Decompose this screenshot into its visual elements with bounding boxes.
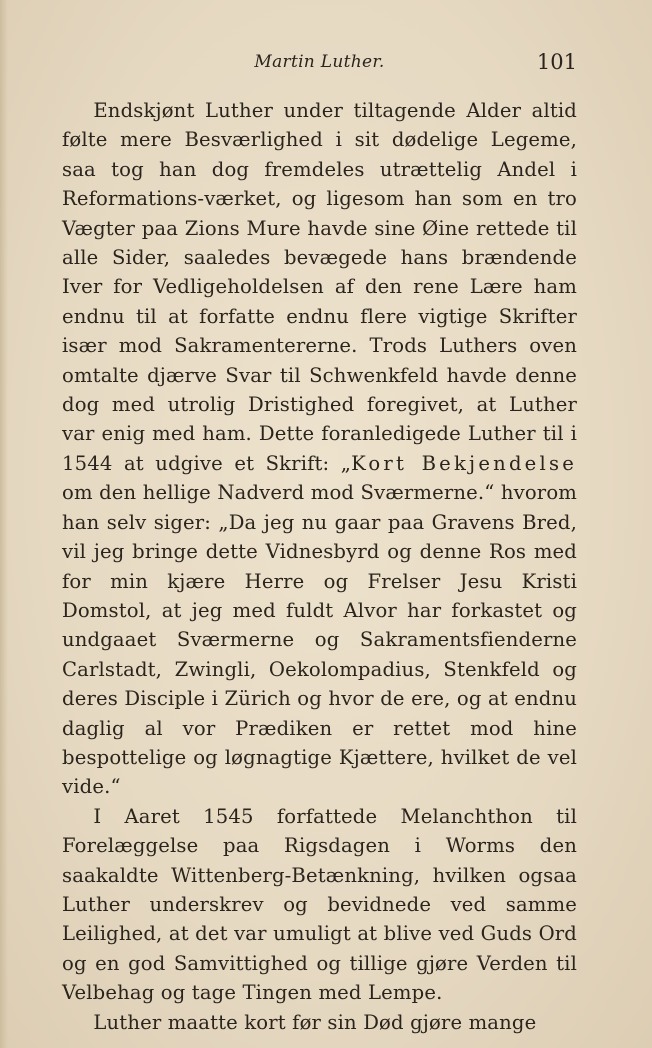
paragraph-1-part-a: Endskjønt Luther under tiltagende Alder altid følte mere Besværlighed i sit dødelige Legeme, saa tog han dog fremdeles utrættelig Andel i Reformations-værket, og ligesom han som en tro Vægter paa Zions Mure havde sine Øine rettede til alle Sider, saaledes bevægede hans brændende Iver for Vedligeholdelsen af den rene Lære ham endnu til at forfatte endnu flere vigtige Skrifter især mod Sakramentererne. Trods Luthers oven omtalte djærve Svar til Schwenkfeld havde denne dog med utrolig Dristighed foregivet, at Luther var enig med ham. Dette foranledigede Luther til i 1544 at udgive et Skrift: „ bbox=[62, 99, 577, 475]
body-text bbox=[62, 96, 577, 1037]
running-head: Martin Luther. bbox=[254, 52, 385, 72]
paragraph-1-part-b: om den hellige Nadverd mod Sværmerne.“ hvorom han selv siger: „Da jeg nu gaar paa Gravens Bred, vil jeg bringe dette Vidnesbyrd og denne Ros med for min kjære Herre og Frelser Jesu Kristi Domstol, at jeg med fuldt Alvor har forkastet og undgaaet Sværmerne og Sakramentsfienderne Carlstadt, Zwingli, Oekolompadius, Stenkfeld og deres Disciple i Zürich og hvor de ere, og at endnu daglig al vor Prædiken er rettet mod hine bespottelige og løgnagtige Kjættere, hvilket de vel vide.“ bbox=[62, 481, 577, 799]
page-header bbox=[62, 52, 577, 82]
page-edge-shadow bbox=[0, 0, 8, 1048]
paragraph-3: Luther maatte kort før sin Død gjøre mange bbox=[93, 1010, 537, 1034]
spaced-book-title: Kort Bekjendelse bbox=[351, 451, 577, 475]
paragraph-2: I Aaret 1545 forfattede Melanchthon til Forelæggelse paa Rigsdagen i Worms den saakaldte Wittenberg-Betænkning, hvilken ogsaa Luther underskrev og bevidnede ved samme Leilighed, at det var umuligt at blive ved Guds Ord og en god Samvittighed og tillige gjøre Verden til Velbehag og tage Tingen med Lempe. bbox=[62, 804, 577, 1005]
page-number: 101 bbox=[536, 50, 577, 74]
paragraph-1 bbox=[62, 96, 577, 802]
